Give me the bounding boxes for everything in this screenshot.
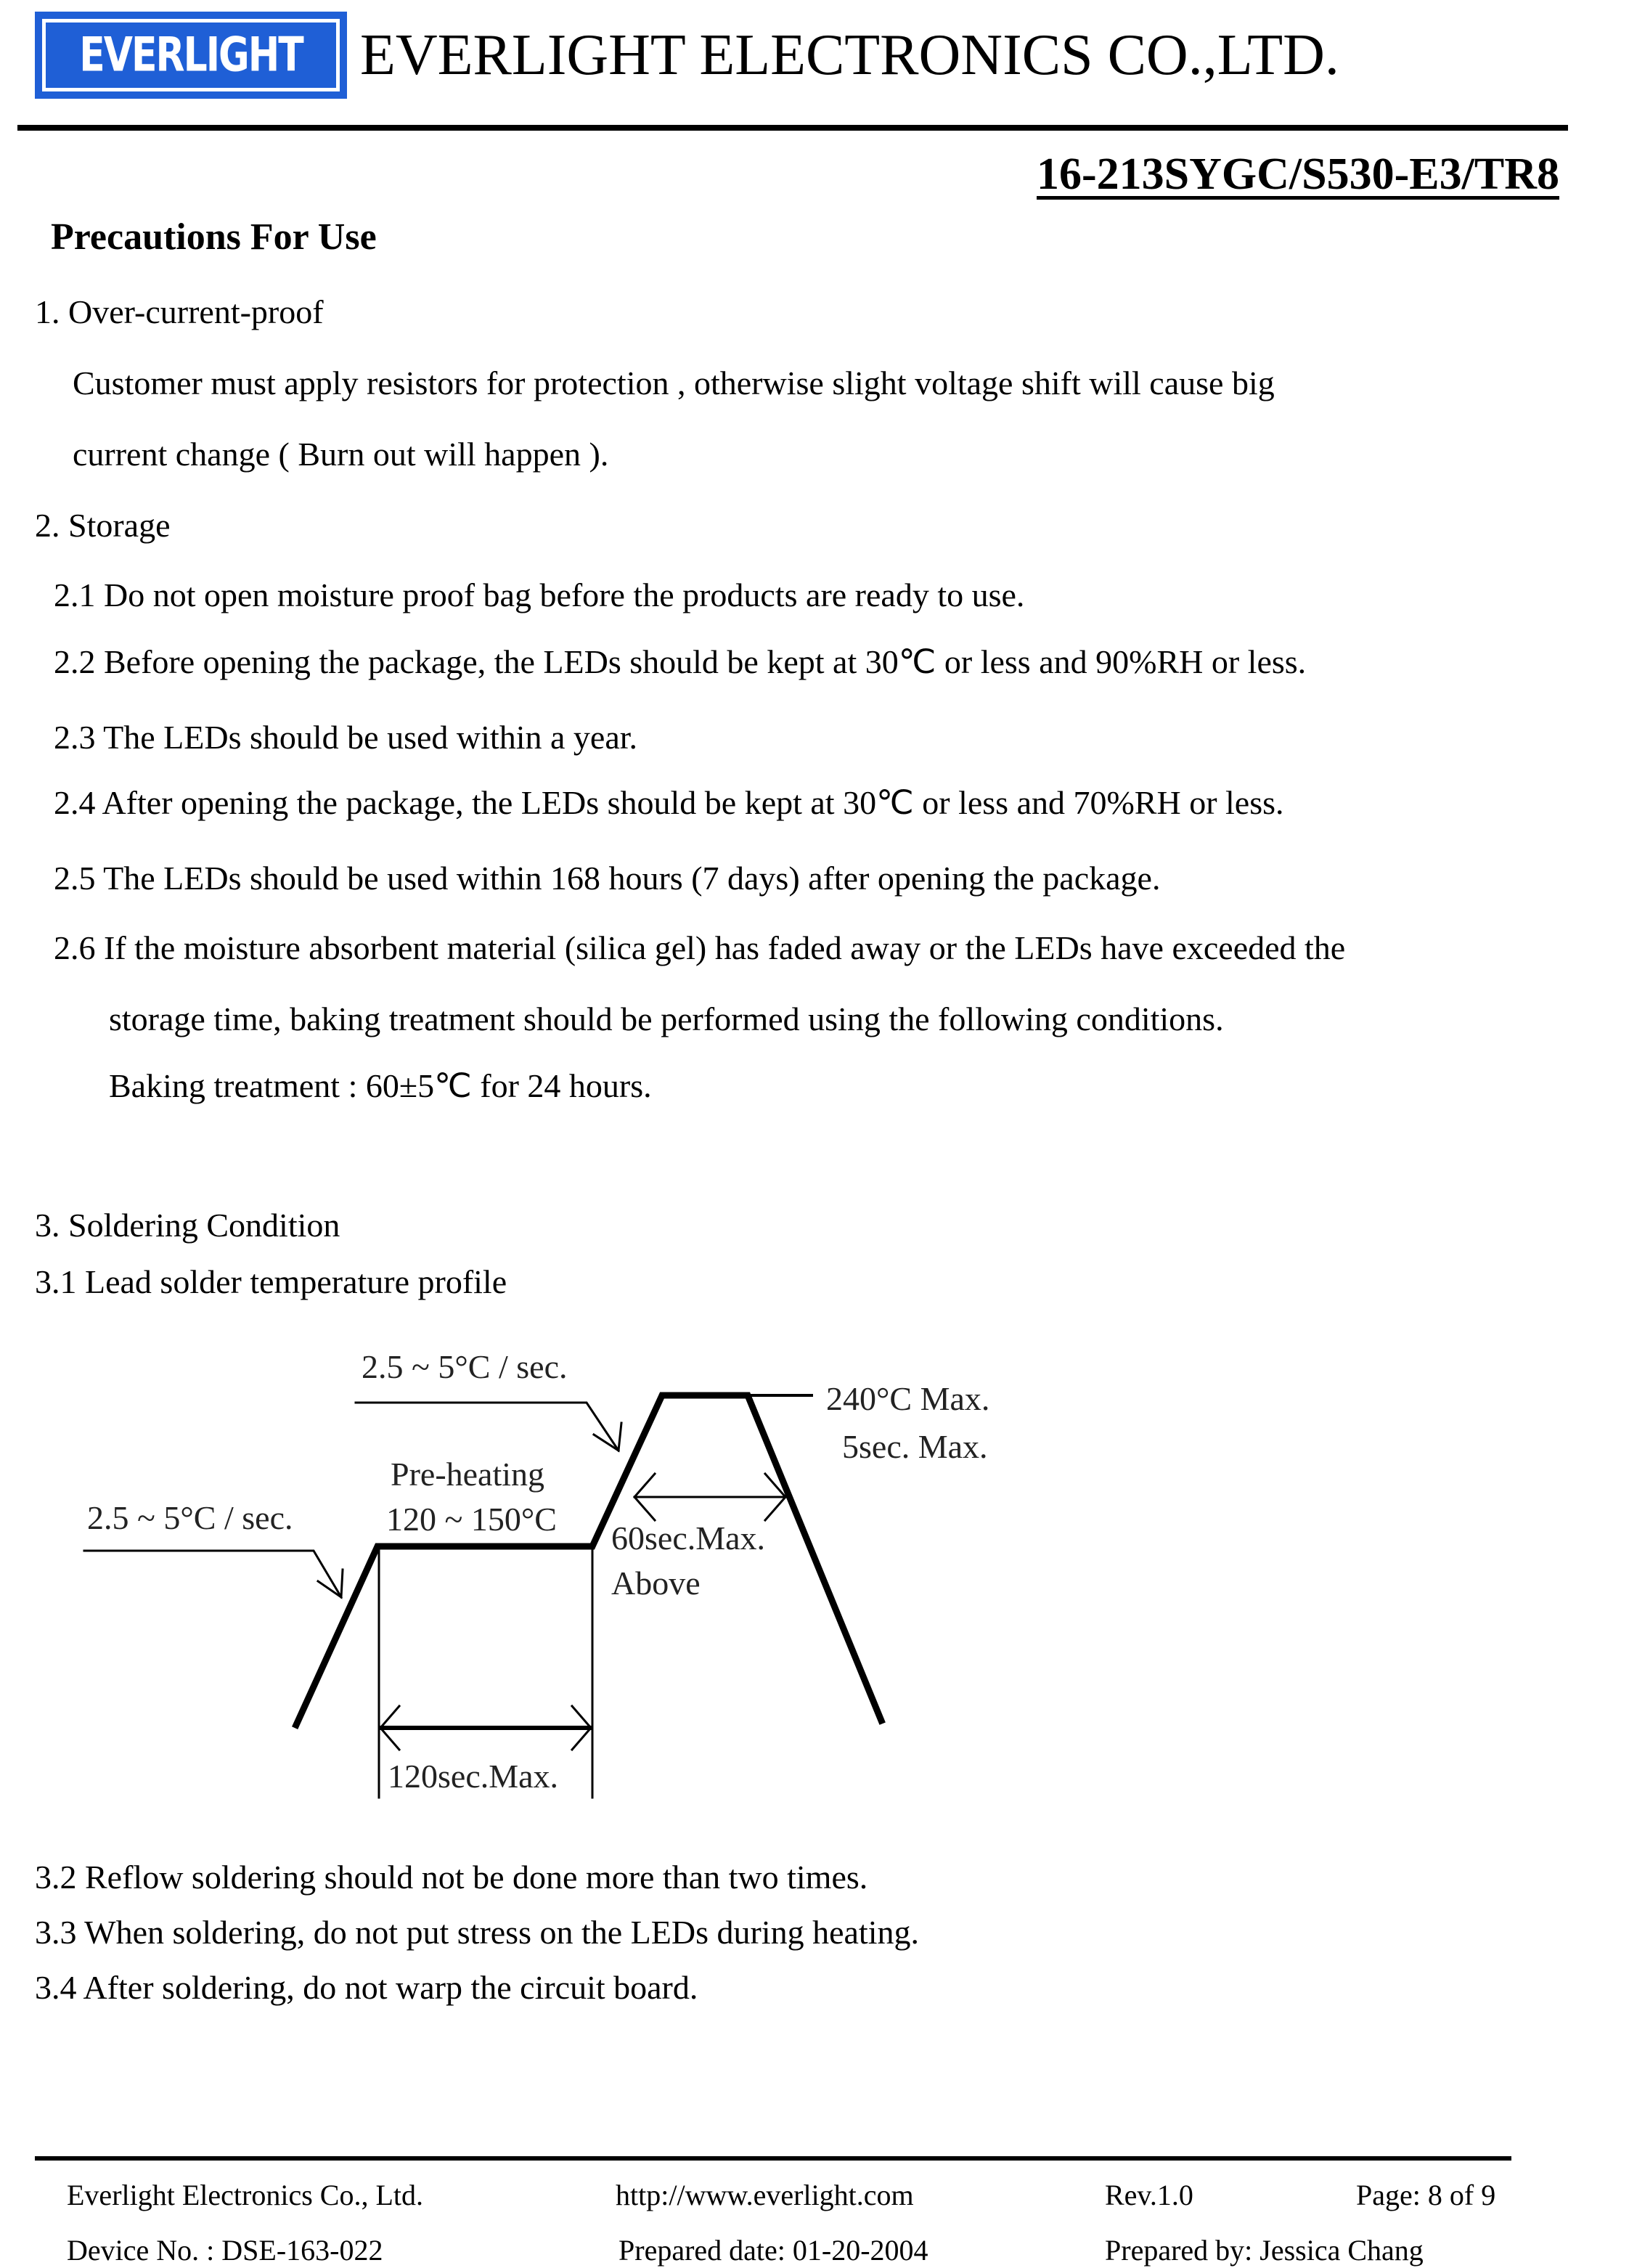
section-1-text: Customer must apply resistors for protection , otherwise slight voltage shift will cause big	[73, 364, 1275, 401]
peak-label: 240°C Max.	[826, 1380, 990, 1417]
preheat-label: Pre-heating	[391, 1456, 545, 1493]
footer-prepared-by: Prepared by: Jessica Chang	[1105, 2234, 1424, 2267]
footer-url[interactable]: http://www.everlight.com	[616, 2179, 914, 2211]
ramp2-label: 2.5 ~ 5°C / sec.	[362, 1348, 568, 1385]
item-3-4: 3.4 After soldering, do not warp the circuit board.	[35, 1969, 698, 2006]
ramp1-pointer	[84, 1551, 341, 1597]
ramp1-label: 2.5 ~ 5°C / sec.	[87, 1499, 293, 1536]
peak-time-label: 5sec. Max.	[842, 1428, 988, 1465]
logo-text: EVERLIGHT	[79, 28, 303, 83]
footer-revision: Rev.1.0	[1105, 2179, 1193, 2211]
item-2-4: 2.4 After opening the package, the LEDs should be kept at 30℃ or less and 70%RH or less.	[54, 784, 1284, 821]
page-heading: Precautions For Use	[51, 216, 377, 258]
footer-page: Page: 8 of 9	[1356, 2179, 1496, 2211]
item-2-3: 2.3 The LEDs should be used within a year.	[54, 719, 638, 756]
footer-date: Prepared date: 01-20-2004	[618, 2234, 928, 2267]
item-3-2: 3.2 Reflow soldering should not be done more than two times.	[35, 1859, 868, 1896]
section-3-title: 3. Soldering Condition	[35, 1207, 340, 1244]
item-2-2: 2.2 Before opening the package, the LEDs should be kept at 30℃ or less and 90%RH or less.	[54, 643, 1307, 680]
ramp2-pointer	[356, 1403, 618, 1451]
preheat-temp-label: 120 ~ 150°C	[386, 1501, 557, 1538]
footer-device-no: Device No. : DSE-163-022	[67, 2234, 383, 2267]
item-2-6-cont: storage time, baking treatment should be performed using the following conditions.	[109, 1000, 1224, 1037]
above-time-label: 60sec.Max.	[611, 1520, 766, 1557]
above-label: Above	[611, 1565, 701, 1602]
item-2-1: 2.1 Do not open moisture proof bag before the products are ready to use.	[54, 576, 1025, 613]
profile-curve	[296, 1395, 881, 1725]
arrowhead	[594, 1423, 621, 1451]
section-1-text-cont: current change ( Burn out will happen ).	[73, 436, 609, 473]
baking-treatment: Baking treatment : 60±5℃ for 24 hours.	[109, 1067, 652, 1104]
item-2-5: 2.5 The LEDs should be used within 168 hours (7 days) after opening the package.	[54, 860, 1161, 897]
preheat-time-label: 120sec.Max.	[388, 1758, 559, 1795]
part-number: 16-213SYGC/S530-E3/TR8	[1037, 150, 1559, 199]
item-3-1: 3.1 Lead solder temperature profile	[35, 1263, 507, 1300]
company-name: EVERLIGHT ELECTRONICS CO.,LTD.	[360, 23, 1339, 87]
footer-company: Everlight Electronics Co., Ltd.	[67, 2179, 423, 2211]
section-2-title: 2. Storage	[35, 507, 171, 544]
item-2-6: 2.6 If the moisture absorbent material (silica gel) has faded away or the LEDs have exceeded the	[54, 929, 1346, 966]
section-1-title: 1. Over-current-proof	[35, 293, 324, 330]
footer-rule	[35, 2156, 1511, 2161]
item-3-3: 3.3 When soldering, do not put stress on the LEDs during heating.	[35, 1914, 919, 1951]
